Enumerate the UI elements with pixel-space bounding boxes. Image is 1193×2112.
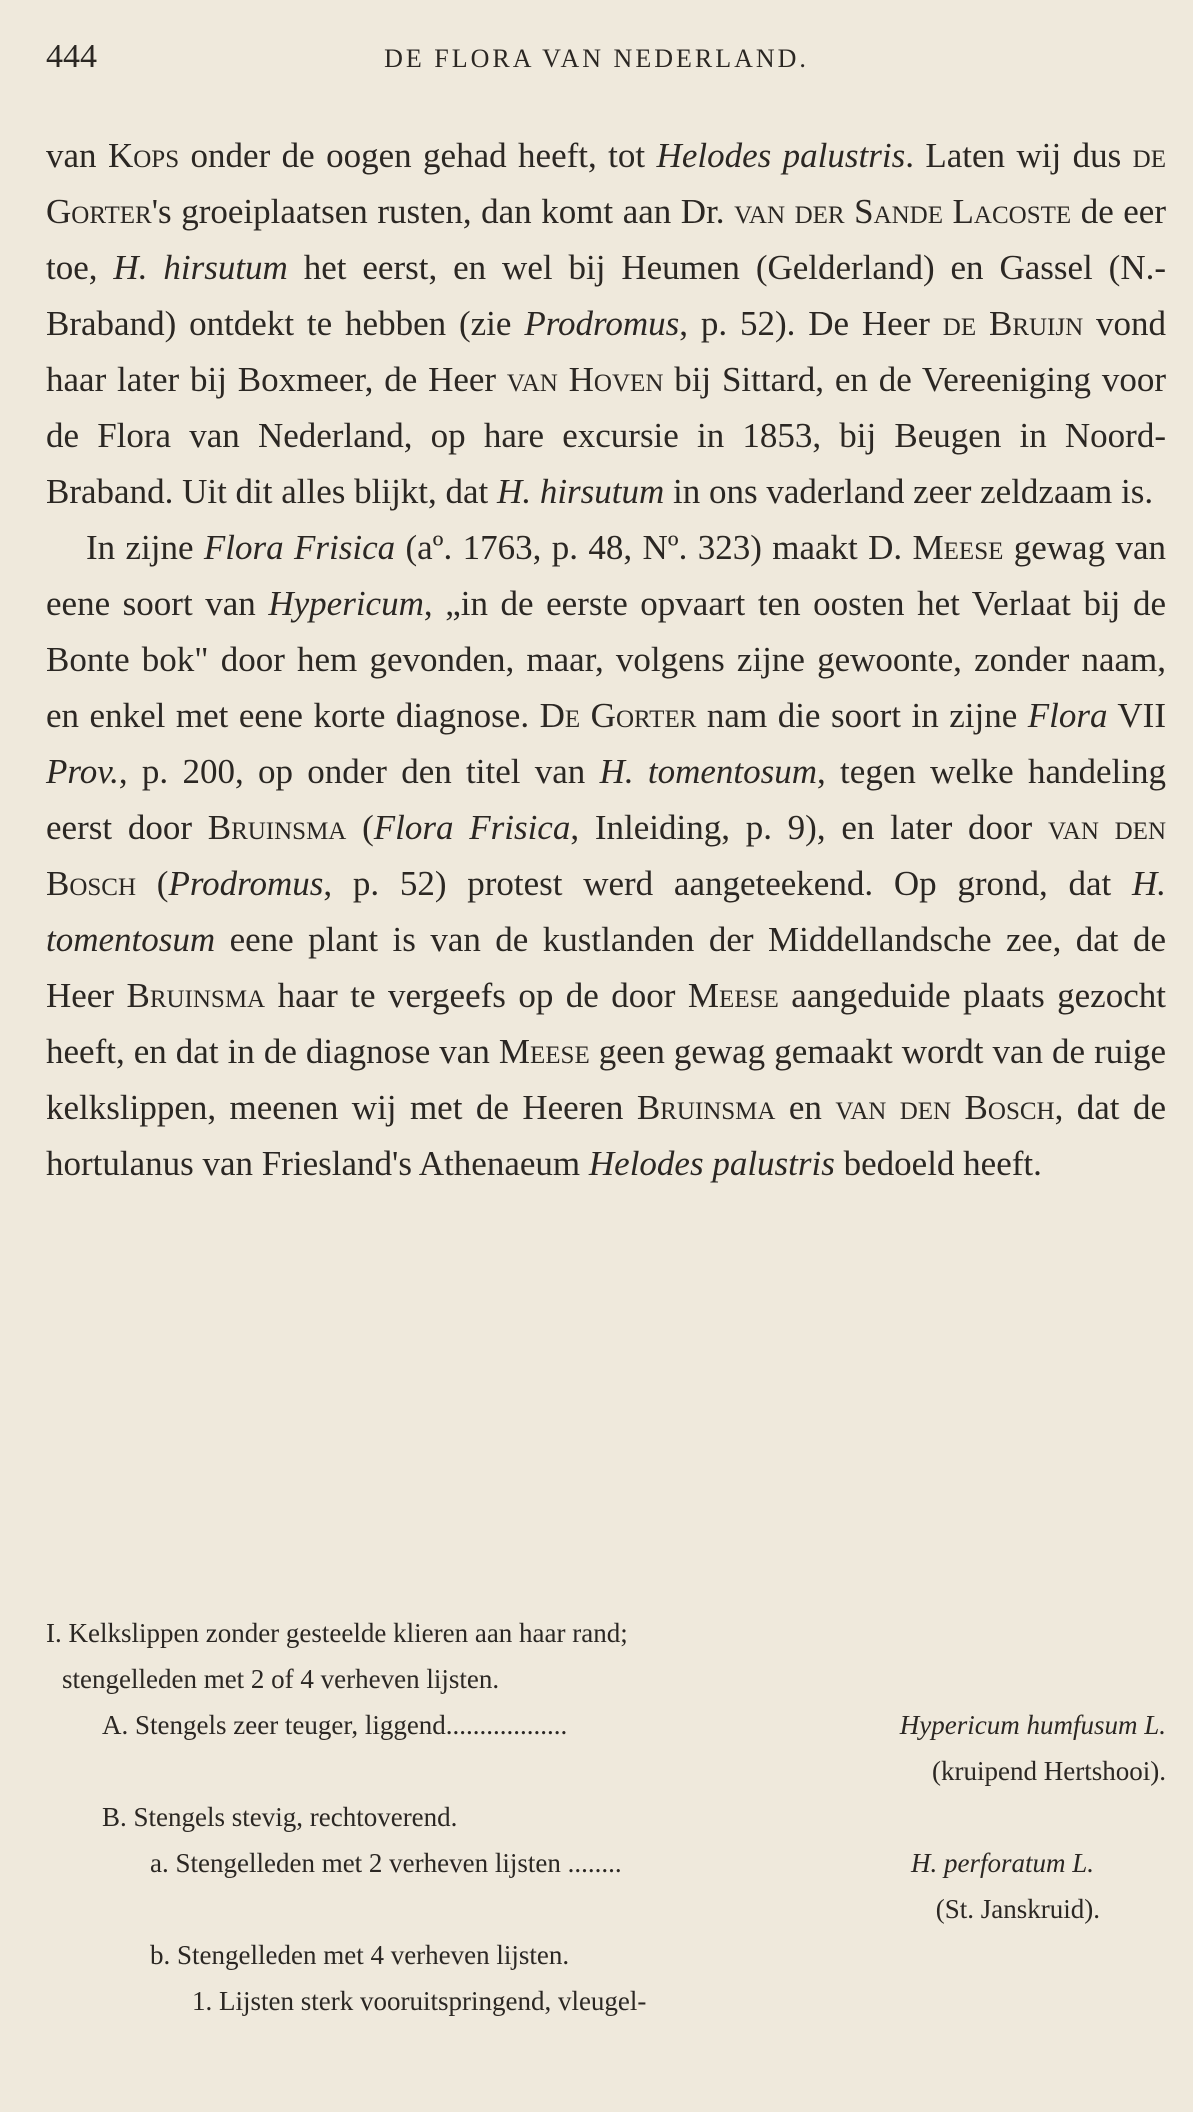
name-meese: Meese <box>687 976 779 1015</box>
work-flora-frisica: Flora Frisica <box>373 808 571 847</box>
work-prodromus: Prodromus <box>524 304 680 343</box>
key-line: a. Stengelleden met 2 verheven lijsten ........ H. perforatum L. <box>46 1840 1166 1886</box>
page-header <box>46 38 1147 78</box>
species-tomentosum: H. tomentosum <box>599 752 818 791</box>
species-tomentosum: H. tomentosum <box>46 864 1166 959</box>
name-gorter: De Gorter <box>539 696 697 735</box>
paragraph-2: In zijne Flora Frisica (aº. 1763, p. 48, Nº. 323) maakt D. Meese gewag van eene soort van Hypericum, „in de eerste opvaart ten oosten het Verlaat bij de Bonte bok" door hem gevonden, maar, volgens zijne gewoonte, zonder naam, en enkel met eene korte diagnose. De Gorter nam die soort in zijne Flora VII Prov., p. 200, op onder den titel van H. tomentosum, tegen welke handeling eerst door Bruinsma (Flora Frisica, Inleiding, p. 9), en later door van den Bosch (Prodromus, p. 52) protest werd aangeteekend. Op grond, dat H. tomentosum eene plant is van de kustlanden der Middellandsche zee, dat de Heer Bruinsma haar te vergeefs op de door Meese aangeduide plaats gezocht heeft, en dat in de diagnose van Meese geen gewag gemaakt wordt van de ruige kelkslippen, meenen wij met de Heeren Bruinsma en van den Bosch, dat de hortulanus van Friesland's Athenaeum Helodes palustris bedoeld heeft. <box>46 528 1167 1183</box>
name-bosch: van den Bosch <box>835 1088 1055 1127</box>
name-meese: Meese <box>498 1032 590 1071</box>
work-prodromus: Prodromus <box>168 864 324 903</box>
paragraph-1: van Kops onder de oogen gehad heeft, tot Helodes palustris. Laten wij dus de Gorter's groeiplaatsen rusten, dan komt aan Dr. van der Sande Lacoste de eer toe, H. hirsutum het eerst, en wel bij Heumen (Gelderland) en Gassel (N.-Braband) ontdekt te hebben (zie Prodromus, p. 52). De Heer de Bruijn vond haar later bij Boxmeer, de Heer van Hoven bij Sittard, en de Vereeniging voor de Flora van Nederland, op hare excursie in 1853, bij Beugen in Noord-Braband. Uit dit alles blijkt, dat H. hirsutum in ons vaderland zeer zeldzaam is. <box>46 136 1167 511</box>
species-hirsutum: H. hirsutum <box>113 248 288 287</box>
name-bosch: van den Bosch <box>46 808 1167 903</box>
running-title: DE FLORA VAN NEDERLAND. <box>384 44 809 73</box>
main-text <box>46 128 1166 1192</box>
key-line: I. Kelkslippen zonder gesteelde klieren aan haar rand; <box>46 1618 628 1648</box>
genus-hypericum: Hypericum <box>268 584 424 623</box>
species-perforatum: H. perforatum L. <box>910 1848 1094 1878</box>
key-line: b. Stengelleden met 4 verheven lijsten. <box>150 1940 570 1970</box>
work-flora: Flora <box>1027 696 1108 735</box>
key-line: stengelleden met 2 of 4 verheven lijsten. <box>62 1664 500 1694</box>
name-bruinsma: Bruinsma <box>636 1088 776 1127</box>
name-bruijn: de Bruijn <box>942 304 1084 343</box>
species-humfusum: Hypericum humfusum L. <box>899 1710 1166 1740</box>
name-meese: Meese <box>912 528 1004 567</box>
key-line: (kruipend Hertshooi). <box>932 1756 1166 1786</box>
name-hoven: van Hoven <box>506 360 664 399</box>
key-line: A. Stengels zeer teuger, liggend.................. Hypericum humfusum L. <box>46 1702 1166 1748</box>
species-helodes: Helodes palustris <box>588 1144 835 1183</box>
key-line: B. Stengels stevig, rechtoverend. <box>102 1802 458 1832</box>
name-bruinsma: Bruinsma <box>126 976 266 1015</box>
page-number: 444 <box>46 38 97 75</box>
work-prov: Prov. <box>46 752 119 791</box>
name-bruinsma: Bruinsma <box>207 808 347 847</box>
work-flora-frisica: Flora Frisica <box>203 528 396 567</box>
name-kops: Kops <box>107 136 180 175</box>
species-hirsutum: H. hirsutum <box>497 472 665 511</box>
key-line: 1. Lijsten sterk vooruitspringend, vleugel- <box>192 1986 647 2016</box>
key-line: (St. Janskruid). <box>935 1894 1100 1924</box>
name-lacoste: van der Sande Lacoste <box>734 192 1072 231</box>
name-gorter: de Gorter <box>46 136 1166 231</box>
determination-key <box>46 1610 1166 2024</box>
species-helodes: Helodes palustris <box>656 136 906 175</box>
